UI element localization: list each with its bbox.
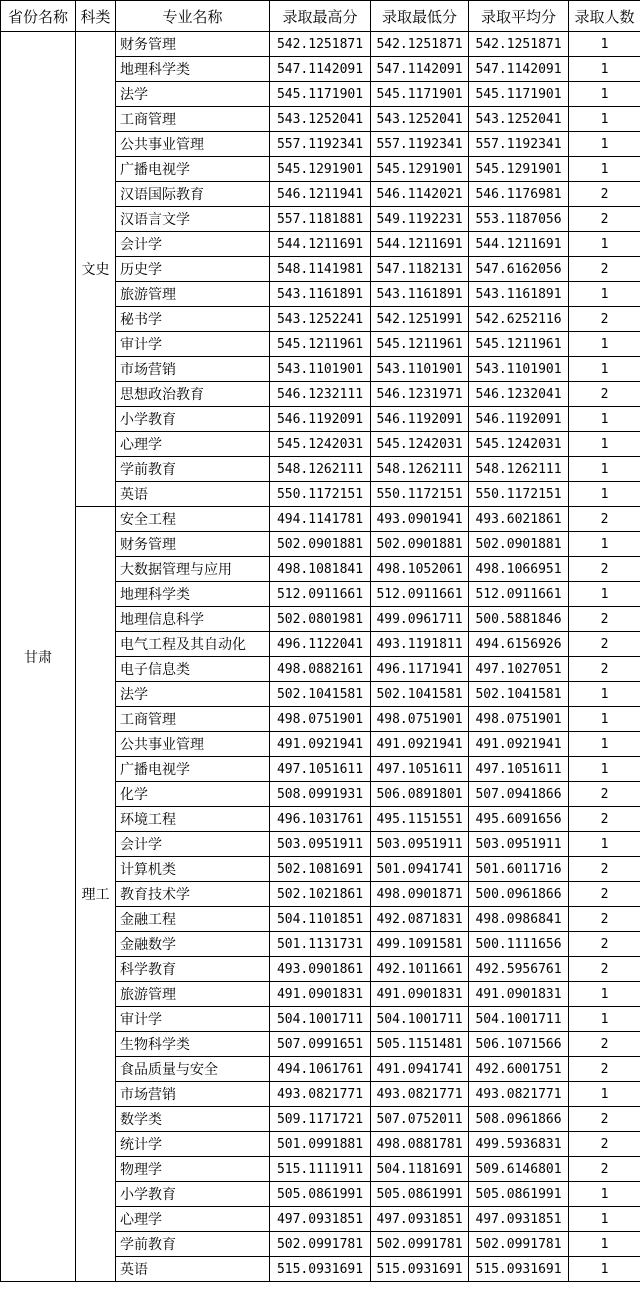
avg-score: 545.1291901 bbox=[469, 157, 569, 182]
major-name: 教育技术学 bbox=[116, 882, 270, 907]
min-score: 504.1001711 bbox=[371, 1007, 469, 1032]
min-score: 550.1172151 bbox=[371, 482, 469, 507]
category-cell: 理工 bbox=[76, 507, 116, 1282]
major-name: 物理学 bbox=[116, 1157, 270, 1182]
max-score: 498.1081841 bbox=[270, 557, 371, 582]
major-name: 数学类 bbox=[116, 1107, 270, 1132]
avg-score: 512.0911661 bbox=[469, 582, 569, 607]
avg-score: 497.0931851 bbox=[469, 1207, 569, 1232]
major-name: 统计学 bbox=[116, 1132, 270, 1157]
min-score: 493.0901941 bbox=[371, 507, 469, 532]
min-score: 498.0751901 bbox=[371, 707, 469, 732]
max-score: 543.1252041 bbox=[270, 107, 371, 132]
major-name: 汉语国际教育 bbox=[116, 182, 270, 207]
major-name: 环境工程 bbox=[116, 807, 270, 832]
major-name: 市场营销 bbox=[116, 357, 270, 382]
admitted-count: 1 bbox=[569, 1257, 640, 1282]
max-score: 543.1252241 bbox=[270, 307, 371, 332]
avg-score: 491.0921941 bbox=[469, 732, 569, 757]
major-name: 小学教育 bbox=[116, 407, 270, 432]
major-name: 法学 bbox=[116, 682, 270, 707]
avg-score: 545.1211961 bbox=[469, 332, 569, 357]
major-name: 广播电视学 bbox=[116, 757, 270, 782]
max-score: 545.1211961 bbox=[270, 332, 371, 357]
min-score: 557.1192341 bbox=[371, 132, 469, 157]
avg-score: 492.5956761 bbox=[469, 957, 569, 982]
avg-score: 500.0961866 bbox=[469, 882, 569, 907]
min-score: 515.0931691 bbox=[371, 1257, 469, 1282]
admitted-count: 1 bbox=[569, 232, 640, 257]
min-score: 507.0752011 bbox=[371, 1107, 469, 1132]
admitted-count: 1 bbox=[569, 757, 640, 782]
min-score: 495.1151551 bbox=[371, 807, 469, 832]
avg-score: 501.6011716 bbox=[469, 857, 569, 882]
header-row bbox=[1, 1, 640, 32]
min-score: 543.1252041 bbox=[371, 107, 469, 132]
max-score: 498.0882161 bbox=[270, 657, 371, 682]
max-score: 548.1141981 bbox=[270, 257, 371, 282]
table-body bbox=[1, 32, 640, 1282]
major-name: 法学 bbox=[116, 82, 270, 107]
avg-score: 547.1142091 bbox=[469, 57, 569, 82]
min-score: 547.1142091 bbox=[371, 57, 469, 82]
max-score: 542.1251871 bbox=[270, 32, 371, 57]
major-name: 思想政治教育 bbox=[116, 382, 270, 407]
min-score: 546.1231971 bbox=[371, 382, 469, 407]
min-score: 491.0921941 bbox=[371, 732, 469, 757]
max-score: 502.0801981 bbox=[270, 607, 371, 632]
max-score: 496.1031761 bbox=[270, 807, 371, 832]
major-name: 心理学 bbox=[116, 1207, 270, 1232]
avg-score: 507.0941866 bbox=[469, 782, 569, 807]
min-score: 492.0871831 bbox=[371, 907, 469, 932]
max-score: 504.1001711 bbox=[270, 1007, 371, 1032]
max-score: 497.1051611 bbox=[270, 757, 371, 782]
avg-score: 546.1232041 bbox=[469, 382, 569, 407]
major-name: 审计学 bbox=[116, 332, 270, 357]
avg-score: 505.0861991 bbox=[469, 1182, 569, 1207]
admitted-count: 2 bbox=[569, 1032, 640, 1057]
avg-score: 545.1171901 bbox=[469, 82, 569, 107]
max-score: 504.1101851 bbox=[270, 907, 371, 932]
avg-score: 497.1051611 bbox=[469, 757, 569, 782]
major-name: 公共事业管理 bbox=[116, 732, 270, 757]
avg-score: 543.1101901 bbox=[469, 357, 569, 382]
major-name: 旅游管理 bbox=[116, 982, 270, 1007]
admitted-count: 2 bbox=[569, 807, 640, 832]
major-name: 学前教育 bbox=[116, 457, 270, 482]
avg-score: 553.1187056 bbox=[469, 207, 569, 232]
admitted-count: 1 bbox=[569, 1207, 640, 1232]
max-score: 501.1131731 bbox=[270, 932, 371, 957]
max-score: 493.0901861 bbox=[270, 957, 371, 982]
max-score: 507.0991651 bbox=[270, 1032, 371, 1057]
max-score: 503.0951911 bbox=[270, 832, 371, 857]
header-category: 科类 bbox=[76, 1, 116, 32]
avg-score: 547.6162056 bbox=[469, 257, 569, 282]
min-score: 542.1251871 bbox=[371, 32, 469, 57]
admitted-count: 1 bbox=[569, 1182, 640, 1207]
major-name: 汉语言文学 bbox=[116, 207, 270, 232]
min-score: 496.1171941 bbox=[371, 657, 469, 682]
major-name: 食品质量与安全 bbox=[116, 1057, 270, 1082]
category-cell: 文史 bbox=[76, 32, 116, 507]
max-score: 512.0911661 bbox=[270, 582, 371, 607]
admitted-count: 2 bbox=[569, 1057, 640, 1082]
min-score: 499.1091581 bbox=[371, 932, 469, 957]
major-name: 财务管理 bbox=[116, 532, 270, 557]
min-score: 545.1211961 bbox=[371, 332, 469, 357]
admitted-count: 2 bbox=[569, 207, 640, 232]
major-name: 历史学 bbox=[116, 257, 270, 282]
max-score: 502.1041581 bbox=[270, 682, 371, 707]
header-count: 录取人数 bbox=[569, 1, 640, 32]
admitted-count: 2 bbox=[569, 632, 640, 657]
avg-score: 494.6156926 bbox=[469, 632, 569, 657]
avg-score: 508.0961866 bbox=[469, 1107, 569, 1132]
admitted-count: 1 bbox=[569, 132, 640, 157]
major-name: 财务管理 bbox=[116, 32, 270, 57]
min-score: 505.1151481 bbox=[371, 1032, 469, 1057]
admitted-count: 2 bbox=[569, 857, 640, 882]
min-score: 493.0821771 bbox=[371, 1082, 469, 1107]
avg-score: 542.1251871 bbox=[469, 32, 569, 57]
max-score: 493.0821771 bbox=[270, 1082, 371, 1107]
admitted-count: 1 bbox=[569, 707, 640, 732]
major-name: 工商管理 bbox=[116, 707, 270, 732]
max-score: 557.1192341 bbox=[270, 132, 371, 157]
min-score: 491.0901831 bbox=[371, 982, 469, 1007]
major-name: 秘书学 bbox=[116, 307, 270, 332]
min-score: 501.0941741 bbox=[371, 857, 469, 882]
major-name: 公共事业管理 bbox=[116, 132, 270, 157]
avg-score: 548.1262111 bbox=[469, 457, 569, 482]
header-max-score: 录取最高分 bbox=[270, 1, 371, 32]
admitted-count: 1 bbox=[569, 482, 640, 507]
major-name: 市场营销 bbox=[116, 1082, 270, 1107]
min-score: 543.1161891 bbox=[371, 282, 469, 307]
max-score: 515.1111911 bbox=[270, 1157, 371, 1182]
min-score: 544.1211691 bbox=[371, 232, 469, 257]
min-score: 547.1182131 bbox=[371, 257, 469, 282]
max-score: 546.1232111 bbox=[270, 382, 371, 407]
major-name: 金融工程 bbox=[116, 907, 270, 932]
header-avg-score: 录取平均分 bbox=[469, 1, 569, 32]
min-score: 497.1051611 bbox=[371, 757, 469, 782]
min-score: 546.1142021 bbox=[371, 182, 469, 207]
major-name: 科学教育 bbox=[116, 957, 270, 982]
major-name: 化学 bbox=[116, 782, 270, 807]
major-name: 旅游管理 bbox=[116, 282, 270, 307]
header-major: 专业名称 bbox=[116, 1, 270, 32]
admitted-count: 1 bbox=[569, 157, 640, 182]
admitted-count: 2 bbox=[569, 932, 640, 957]
min-score: 548.1262111 bbox=[371, 457, 469, 482]
admitted-count: 1 bbox=[569, 732, 640, 757]
admitted-count: 2 bbox=[569, 1132, 640, 1157]
admitted-count: 2 bbox=[569, 1157, 640, 1182]
max-score: 543.1161891 bbox=[270, 282, 371, 307]
min-score: 498.0901871 bbox=[371, 882, 469, 907]
avg-score: 497.1027051 bbox=[469, 657, 569, 682]
min-score: 497.0931851 bbox=[371, 1207, 469, 1232]
admitted-count: 2 bbox=[569, 307, 640, 332]
major-name: 计算机类 bbox=[116, 857, 270, 882]
min-score: 493.1191811 bbox=[371, 632, 469, 657]
max-score: 547.1142091 bbox=[270, 57, 371, 82]
avg-score: 544.1211691 bbox=[469, 232, 569, 257]
header-province: 省份名称 bbox=[1, 1, 76, 32]
admitted-count: 1 bbox=[569, 332, 640, 357]
avg-score: 546.1176981 bbox=[469, 182, 569, 207]
max-score: 502.0901881 bbox=[270, 532, 371, 557]
max-score: 546.1211941 bbox=[270, 182, 371, 207]
major-name: 审计学 bbox=[116, 1007, 270, 1032]
major-name: 学前教育 bbox=[116, 1232, 270, 1257]
admitted-count: 1 bbox=[569, 407, 640, 432]
major-name: 电气工程及其自动化 bbox=[116, 632, 270, 657]
major-name: 地理信息科学 bbox=[116, 607, 270, 632]
avg-score: 499.5936831 bbox=[469, 1132, 569, 1157]
admitted-count: 2 bbox=[569, 782, 640, 807]
admitted-count: 2 bbox=[569, 1107, 640, 1132]
min-score: 503.0951911 bbox=[371, 832, 469, 857]
avg-score: 498.0751901 bbox=[469, 707, 569, 732]
max-score: 502.0991781 bbox=[270, 1232, 371, 1257]
avg-score: 504.1001711 bbox=[469, 1007, 569, 1032]
admitted-count: 2 bbox=[569, 257, 640, 282]
min-score: 546.1192091 bbox=[371, 407, 469, 432]
max-score: 502.1021861 bbox=[270, 882, 371, 907]
min-score: 502.0991781 bbox=[371, 1232, 469, 1257]
admitted-count: 2 bbox=[569, 507, 640, 532]
min-score: 502.0901881 bbox=[371, 532, 469, 557]
avg-score: 509.6146801 bbox=[469, 1157, 569, 1182]
avg-score: 491.0901831 bbox=[469, 982, 569, 1007]
max-score: 491.0901831 bbox=[270, 982, 371, 1007]
max-score: 545.1242031 bbox=[270, 432, 371, 457]
admitted-count: 1 bbox=[569, 532, 640, 557]
avg-score: 498.1066951 bbox=[469, 557, 569, 582]
admitted-count: 1 bbox=[569, 832, 640, 857]
admitted-count: 1 bbox=[569, 432, 640, 457]
min-score: 542.1251991 bbox=[371, 307, 469, 332]
avg-score: 543.1161891 bbox=[469, 282, 569, 307]
avg-score: 493.0821771 bbox=[469, 1082, 569, 1107]
max-score: 496.1122041 bbox=[270, 632, 371, 657]
admitted-count: 1 bbox=[569, 457, 640, 482]
admitted-count: 1 bbox=[569, 282, 640, 307]
admitted-count: 2 bbox=[569, 882, 640, 907]
min-score: 504.1181691 bbox=[371, 1157, 469, 1182]
major-name: 会计学 bbox=[116, 232, 270, 257]
avg-score: 550.1172151 bbox=[469, 482, 569, 507]
min-score: 549.1192231 bbox=[371, 207, 469, 232]
avg-score: 500.5881846 bbox=[469, 607, 569, 632]
admitted-count: 2 bbox=[569, 657, 640, 682]
min-score: 543.1101901 bbox=[371, 357, 469, 382]
min-score: 545.1242031 bbox=[371, 432, 469, 457]
min-score: 492.1011661 bbox=[371, 957, 469, 982]
table-row bbox=[1, 507, 640, 532]
major-name: 安全工程 bbox=[116, 507, 270, 532]
avg-score: 506.1071566 bbox=[469, 1032, 569, 1057]
max-score: 497.0931851 bbox=[270, 1207, 371, 1232]
max-score: 545.1291901 bbox=[270, 157, 371, 182]
major-name: 会计学 bbox=[116, 832, 270, 857]
province-cell: 甘肃 bbox=[1, 32, 76, 1282]
min-score: 512.0911661 bbox=[371, 582, 469, 607]
avg-score: 542.6252116 bbox=[469, 307, 569, 332]
avg-score: 543.1252041 bbox=[469, 107, 569, 132]
admitted-count: 1 bbox=[569, 1232, 640, 1257]
admitted-count: 2 bbox=[569, 182, 640, 207]
max-score: 494.1141781 bbox=[270, 507, 371, 532]
avg-score: 493.6021861 bbox=[469, 507, 569, 532]
admitted-count: 2 bbox=[569, 907, 640, 932]
max-score: 491.0921941 bbox=[270, 732, 371, 757]
avg-score: 502.0991781 bbox=[469, 1232, 569, 1257]
max-score: 509.1171721 bbox=[270, 1107, 371, 1132]
avg-score: 545.1242031 bbox=[469, 432, 569, 457]
max-score: 546.1192091 bbox=[270, 407, 371, 432]
admitted-count: 1 bbox=[569, 32, 640, 57]
avg-score: 492.6001751 bbox=[469, 1057, 569, 1082]
min-score: 502.1041581 bbox=[371, 682, 469, 707]
admitted-count: 2 bbox=[569, 557, 640, 582]
min-score: 545.1291901 bbox=[371, 157, 469, 182]
major-name: 地理科学类 bbox=[116, 57, 270, 82]
major-name: 生物科学类 bbox=[116, 1032, 270, 1057]
max-score: 505.0861991 bbox=[270, 1182, 371, 1207]
table-row bbox=[1, 32, 640, 57]
major-name: 金融数学 bbox=[116, 932, 270, 957]
max-score: 543.1101901 bbox=[270, 357, 371, 382]
min-score: 505.0861991 bbox=[371, 1182, 469, 1207]
max-score: 498.0751901 bbox=[270, 707, 371, 732]
max-score: 515.0931691 bbox=[270, 1257, 371, 1282]
header-min-score: 录取最低分 bbox=[371, 1, 469, 32]
admitted-count: 1 bbox=[569, 1007, 640, 1032]
avg-score: 503.0951911 bbox=[469, 832, 569, 857]
major-name: 工商管理 bbox=[116, 107, 270, 132]
min-score: 491.0941741 bbox=[371, 1057, 469, 1082]
avg-score: 546.1192091 bbox=[469, 407, 569, 432]
min-score: 499.0961711 bbox=[371, 607, 469, 632]
max-score: 501.0991881 bbox=[270, 1132, 371, 1157]
avg-score: 502.0901881 bbox=[469, 532, 569, 557]
admitted-count: 1 bbox=[569, 1082, 640, 1107]
admitted-count: 2 bbox=[569, 607, 640, 632]
avg-score: 502.1041581 bbox=[469, 682, 569, 707]
min-score: 506.0891801 bbox=[371, 782, 469, 807]
major-name: 广播电视学 bbox=[116, 157, 270, 182]
max-score: 494.1061761 bbox=[270, 1057, 371, 1082]
major-name: 大数据管理与应用 bbox=[116, 557, 270, 582]
admitted-count: 1 bbox=[569, 107, 640, 132]
max-score: 508.0991931 bbox=[270, 782, 371, 807]
min-score: 545.1171901 bbox=[371, 82, 469, 107]
avg-score: 495.6091656 bbox=[469, 807, 569, 832]
major-name: 地理科学类 bbox=[116, 582, 270, 607]
max-score: 550.1172151 bbox=[270, 482, 371, 507]
admitted-count: 1 bbox=[569, 57, 640, 82]
avg-score: 515.0931691 bbox=[469, 1257, 569, 1282]
admitted-count: 1 bbox=[569, 357, 640, 382]
max-score: 548.1262111 bbox=[270, 457, 371, 482]
max-score: 545.1171901 bbox=[270, 82, 371, 107]
admitted-count: 1 bbox=[569, 582, 640, 607]
major-name: 电子信息类 bbox=[116, 657, 270, 682]
min-score: 498.1052061 bbox=[371, 557, 469, 582]
major-name: 心理学 bbox=[116, 432, 270, 457]
admitted-count: 2 bbox=[569, 382, 640, 407]
major-name: 英语 bbox=[116, 482, 270, 507]
max-score: 502.1081691 bbox=[270, 857, 371, 882]
major-name: 英语 bbox=[116, 1257, 270, 1282]
avg-score: 557.1192341 bbox=[469, 132, 569, 157]
major-name: 小学教育 bbox=[116, 1182, 270, 1207]
admitted-count: 1 bbox=[569, 82, 640, 107]
avg-score: 500.1111656 bbox=[469, 932, 569, 957]
max-score: 557.1181881 bbox=[270, 207, 371, 232]
admitted-count: 2 bbox=[569, 957, 640, 982]
avg-score: 498.0986841 bbox=[469, 907, 569, 932]
admitted-count: 1 bbox=[569, 982, 640, 1007]
admitted-count: 1 bbox=[569, 682, 640, 707]
max-score: 544.1211691 bbox=[270, 232, 371, 257]
min-score: 498.0881781 bbox=[371, 1132, 469, 1157]
